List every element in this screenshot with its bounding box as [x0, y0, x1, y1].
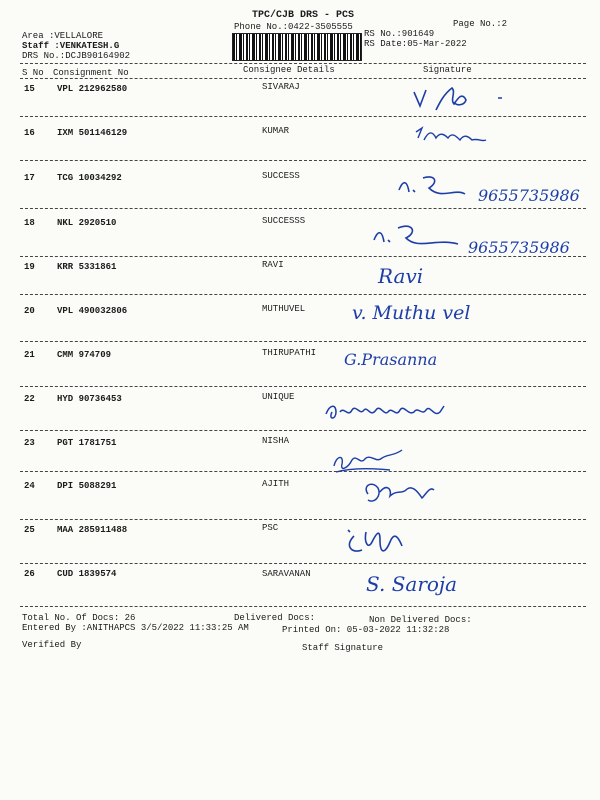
row-divider [20, 471, 586, 472]
row-divider [20, 563, 586, 564]
row-sno: 25 [24, 525, 35, 535]
row-sno: 19 [24, 262, 35, 272]
row-divider [20, 386, 586, 387]
row-sno: 26 [24, 569, 35, 579]
report-title: TPC/CJB DRS - PCS [252, 10, 355, 21]
signature-text: S. Saroja [366, 572, 458, 596]
row-sno: 24 [24, 481, 35, 491]
row-consignee: UNIQUE [262, 392, 295, 402]
area-label: Area :VELLALORE [22, 31, 104, 41]
row-consignment: IXM 501146129 [57, 128, 128, 138]
row-consignment: CUD 1839574 [57, 569, 117, 579]
signature-mark [412, 124, 502, 158]
row-sno: 16 [24, 128, 35, 138]
row-consignee: SIVARAJ [262, 82, 300, 92]
row-consignment: VPL 212962580 [57, 84, 128, 94]
signature-phone: 9655735986 [478, 186, 580, 205]
column-consignee: Consignee Details [243, 65, 335, 75]
row-consignee: SUCCESSS [262, 216, 306, 226]
row-consignment: MAA 285911488 [57, 525, 128, 535]
row-consignment: PGT 1781751 [57, 438, 117, 448]
column-divider [20, 78, 586, 79]
row-consignment: DPI 5088291 [57, 481, 117, 491]
row-consignee: RAVI [262, 260, 284, 270]
row-consignment: NKL 2920510 [57, 218, 117, 228]
staff-signature: Staff Signature [302, 643, 384, 653]
row-consignee: MUTHUVEL [262, 304, 306, 314]
staff-label: Staff :VENKATESH.G [22, 41, 120, 51]
printed-on: Printed On: 05-03-2022 11:32:28 [282, 625, 450, 635]
signature-text: v. Muthu vel [352, 302, 471, 324]
row-consignee: AJITH [262, 479, 290, 489]
row-consignment: HYD 90736453 [57, 394, 122, 404]
row-divider [20, 116, 586, 117]
signature-mark [330, 446, 410, 480]
signature-phone: 9655735986 [468, 238, 570, 257]
row-consignment: VPL 490032806 [57, 306, 128, 316]
row-consignee: THIRUPATHI [262, 348, 317, 358]
row-divider [20, 341, 586, 342]
row-sno: 22 [24, 394, 35, 404]
row-sno: 20 [24, 306, 35, 316]
row-divider [20, 160, 586, 161]
signature-mark [322, 398, 462, 432]
row-sno: 17 [24, 173, 35, 183]
row-sno: 15 [24, 84, 35, 94]
row-consignee: NISHA [262, 436, 290, 446]
row-sno: 21 [24, 350, 35, 360]
barcode-image [232, 33, 362, 61]
row-consignee: PSC [262, 523, 279, 533]
row-consignee: SARAVANAN [262, 569, 311, 579]
row-consignment: KRR 5331861 [57, 262, 117, 272]
signature-mark [360, 476, 440, 514]
rs-number: RS No.:901649 [364, 29, 435, 39]
phone-number: Phone No.:0422-3505555 [234, 22, 353, 32]
delivered-docs: Delivered Docs: [234, 613, 316, 623]
row-divider [20, 208, 586, 209]
entered-by: Entered By :ANITHAPCS 3/5/2022 11:33:25 AM [22, 623, 249, 633]
signature-mark [340, 522, 420, 566]
row-divider [20, 256, 586, 257]
rs-date: RS Date:05-Mar-2022 [364, 39, 467, 49]
footer-divider [20, 606, 586, 607]
row-consignment: CMM 974709 [57, 350, 112, 360]
signature-mark [395, 170, 470, 208]
header-divider [20, 63, 586, 64]
row-divider [20, 430, 586, 431]
verified-by: Verified By [22, 640, 82, 650]
signature-text: Ravi [378, 264, 424, 288]
column-consignment: Consignment No [53, 68, 129, 78]
non-delivered-docs: Non Delivered Docs: [369, 615, 472, 625]
signature-mark [410, 80, 520, 118]
column-sno: S No [22, 68, 44, 78]
column-signature: Signature [423, 65, 472, 75]
row-consignee: SUCCESS [262, 171, 300, 181]
row-consignment: TCG 10034292 [57, 173, 122, 183]
total-docs: Total No. Of Docs: 26 [22, 613, 136, 623]
row-divider [20, 519, 586, 520]
drs-number: DRS No.:DCJB90164902 [22, 51, 131, 61]
signature-mark [370, 218, 465, 256]
signature-text: G.Prasanna [344, 350, 438, 369]
row-sno: 18 [24, 218, 35, 228]
row-sno: 23 [24, 438, 35, 448]
row-divider [20, 294, 586, 295]
page-number: Page No.:2 [453, 19, 508, 29]
row-consignee: KUMAR [262, 126, 290, 136]
